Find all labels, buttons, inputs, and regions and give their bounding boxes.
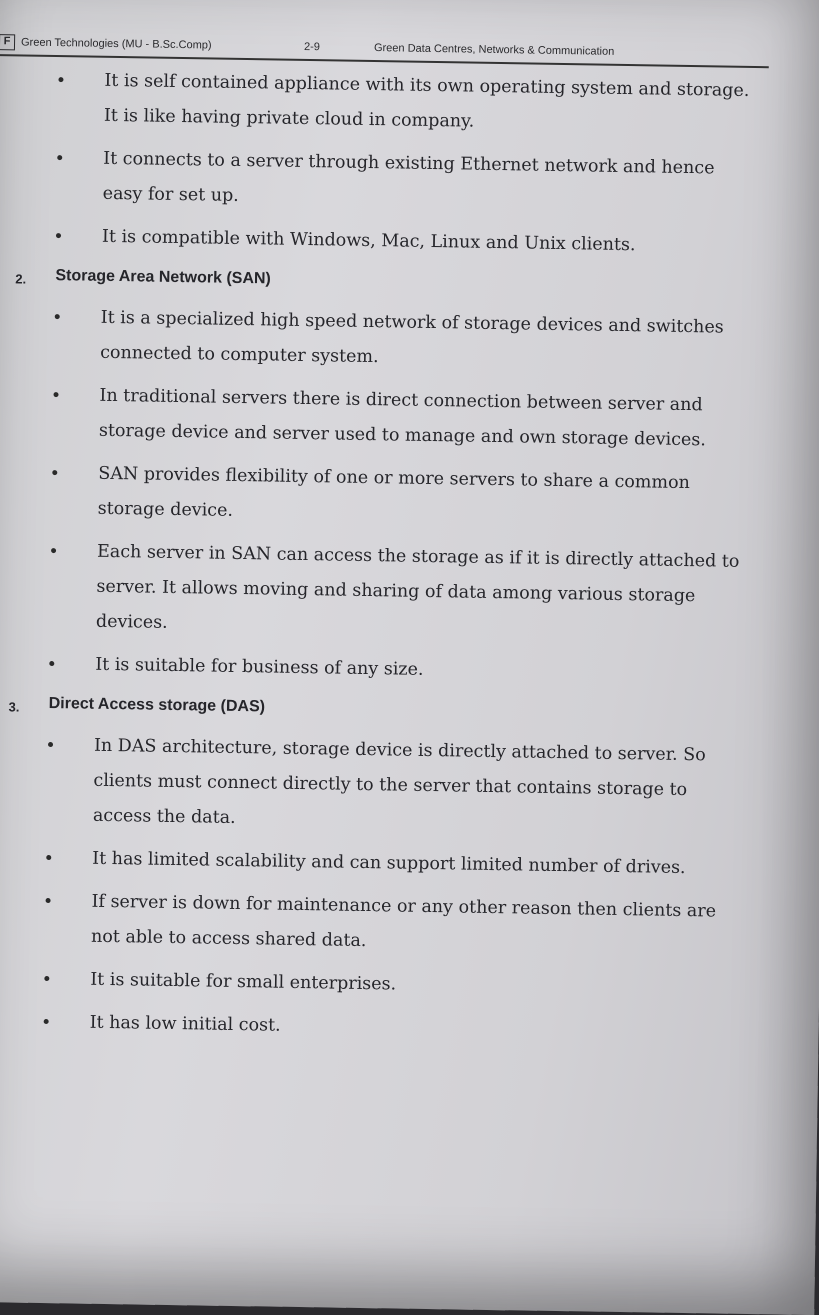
bullet-icon (46, 855, 51, 860)
section-title: Storage Area Network (SAN) (55, 267, 271, 288)
section-title: Direct Access storage (DAS) (48, 695, 266, 716)
list-item (3, 1004, 738, 1051)
list-item (5, 883, 741, 965)
publisher-logo: F (0, 34, 15, 50)
list-item (10, 533, 747, 650)
bullet-icon (55, 314, 60, 319)
bullet-icon (56, 233, 61, 238)
bullet-text: It is self contained appliance with its own operating system and storage. It is like having private cloud in company. (103, 70, 750, 132)
section-heading (15, 261, 750, 301)
bullet-icon (49, 661, 54, 666)
chapter-title: Green Data Centres, Networks & Communication (373, 42, 615, 58)
bullet-icon (44, 1019, 49, 1024)
section-san (9, 261, 751, 692)
list-item (13, 377, 749, 459)
bullet-text: It connects to a server through existing Ethernet network and hence easy for set up. (102, 148, 715, 206)
bullet-text: In traditional servers there is direct connection between server and storage device and server used to manage and own storage devices. (98, 385, 707, 451)
bullet-text: It is suitable for small enterprises. (90, 969, 397, 995)
bullet-text: SAN provides flexibility of one or more servers to share a common storage device. (97, 463, 690, 521)
bullet-icon (52, 470, 57, 475)
list-item (7, 727, 744, 844)
list-item (11, 455, 747, 537)
bullet-text: In DAS architecture, storage device is directly attached to server. So clients must connect directly to the server that contains storage to access the data. (92, 735, 706, 828)
bullet-icon (44, 976, 49, 981)
intro-bullet-list (16, 62, 754, 265)
book-title: Green Technologies (MU - B.Sc.Comp) (20, 36, 212, 52)
list-item (16, 218, 751, 265)
list-item (14, 299, 750, 381)
list-item (6, 840, 741, 887)
bullet-icon (53, 392, 58, 397)
section-heading (8, 689, 743, 729)
bullet-icon (58, 77, 63, 82)
bullet-text: It is a specialized high speed network of storage devices and switches connected to computer system. (100, 307, 724, 368)
page-number: 2-9 (303, 40, 321, 54)
bullet-icon (48, 742, 53, 747)
bullet-icon (57, 155, 62, 160)
bullet-icon (51, 548, 56, 553)
bullet-text: Each server in SAN can access the storage as if it is directly attached to server. It allows moving and sharing of data among various storage devices. (95, 541, 740, 633)
bullet-icon (46, 898, 51, 903)
bullet-text: It has low initial cost. (89, 1012, 281, 1036)
list-item (4, 961, 739, 1008)
section-number: 2. (15, 271, 27, 287)
list-item (9, 646, 744, 693)
bullet-text: It is suitable for business of any size. (95, 654, 424, 680)
section-das (3, 689, 743, 1051)
bullet-text: If server is down for maintenance or any other reason then clients are not able to access shared data. (90, 891, 717, 952)
list-item (16, 140, 752, 222)
running-header (0, 32, 769, 66)
bullet-text: It is compatible with Windows, Mac, Linux and Unix clients. (101, 226, 636, 256)
list-item (18, 62, 754, 144)
section-number: 3. (8, 699, 20, 715)
page-body (3, 62, 753, 1058)
bullet-text: It has limited scalability and can support limited number of drives. (92, 848, 686, 879)
